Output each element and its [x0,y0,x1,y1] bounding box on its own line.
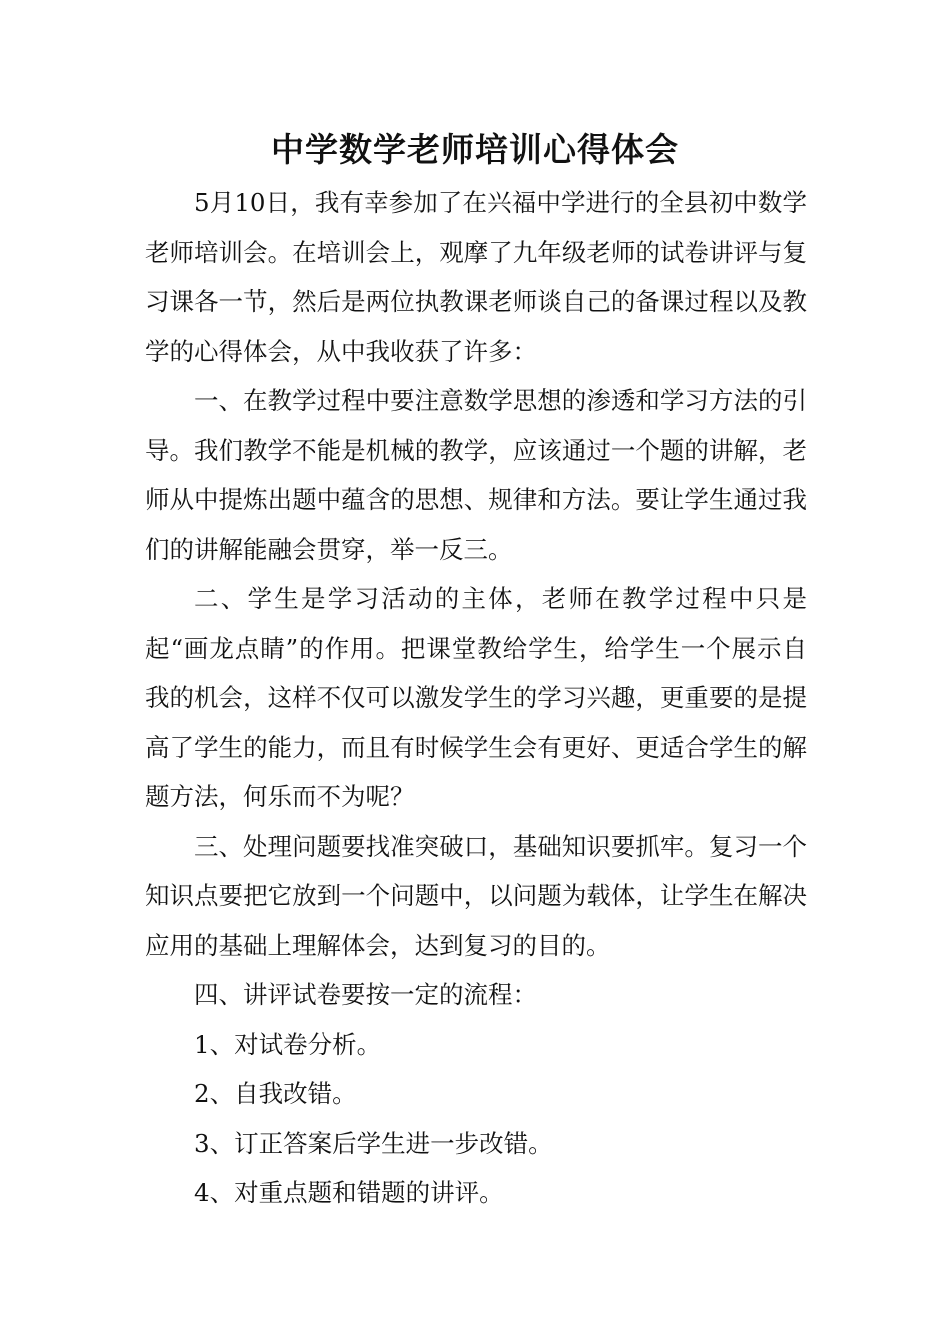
list-item-step-2: 2、自我改错。 [194,1079,357,1108]
document-title: 中学数学老师培训心得体会 [271,130,679,169]
document-body [145,178,807,1218]
paragraph-point-4: 四、讲评试卷要按一定的流程： [194,980,537,1009]
list-item-step-1: 1、对试卷分析。 [194,1029,382,1059]
list-item-step-4: 4、对重点题和错题的讲评。 [194,1178,504,1207]
paragraph-intro: 5月10日，我有幸参加了在兴福中学进行的全县初中数学老师培训会。在培训会上，观摩了九年级老师的试卷讲评与复习课各一节，然后是两位执教课老师谈自己的备课过程以及教学的心得体会，从中我收获了许多： [145,188,807,366]
paragraph-point-2: 二、学生是学习活动的主体，老师在教学过程中只是起“画龙点睛”的作用。把课堂教给学生，给学生一个展示自我的机会，这样不仅可以激发学生的学习兴趣，更重要的是提高了学生的能力，而且有时候学生会有更好、更适合学生的解题方法，何乐而不为呢？ [145,584,807,811]
paragraph-point-3: 三、处理问题要找准突破口，基础知识要抓牢。复习一个知识点要把它放到一个问题中，以问题为载体，让学生在解决应用的基础上理解体会，达到复习的目的。 [145,831,807,960]
list-item-step-3: 3、订正答案后学生进一步改错。 [194,1128,553,1158]
paragraph-point-1: 一、在教学过程中要注意数学思想的渗透和学习方法的引导。我们教学不能是机械的教学，应该通过一个题的讲解，老师从中提炼出题中蕴含的思想、规律和方法。要让学生通过我们的讲解能融会贯穿，举一反三。 [145,386,807,564]
